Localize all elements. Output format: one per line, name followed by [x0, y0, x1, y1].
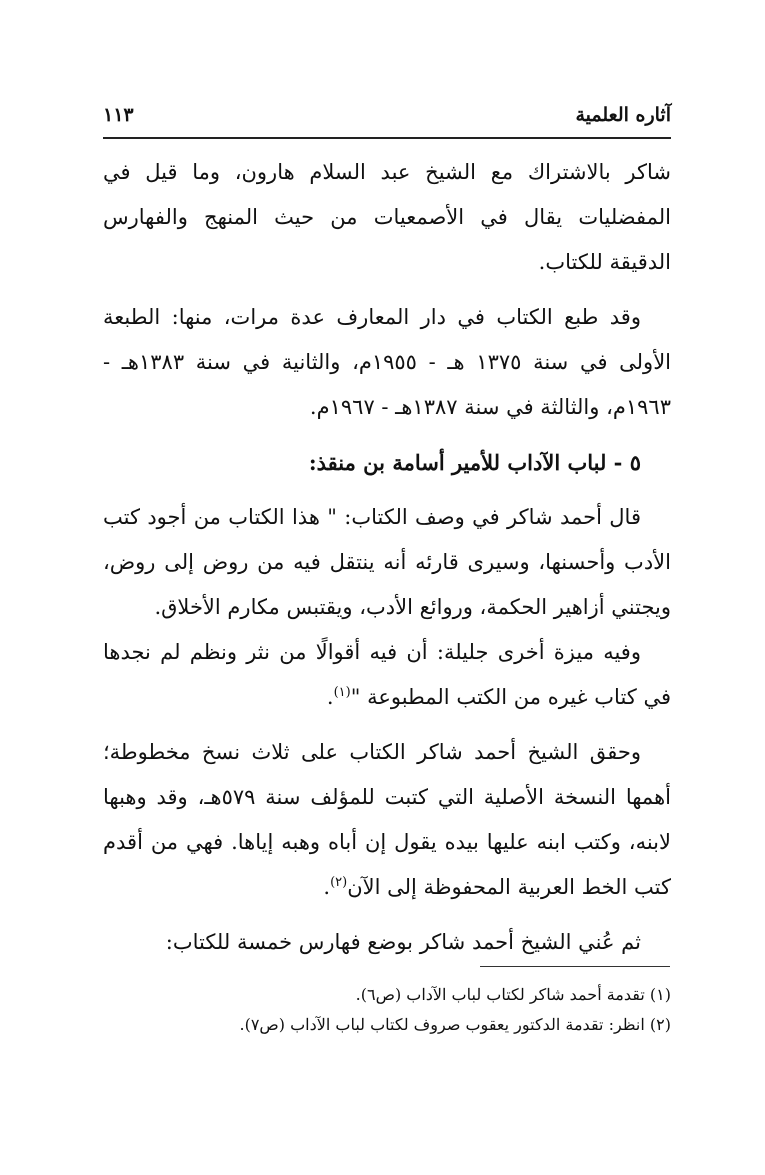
paragraph-5	[103, 730, 671, 910]
chapter-title: آثاره العلمية	[575, 104, 671, 126]
footnote-2: (٢) انظر: تقدمة الدكتور يعقوب صروف لكتاب لباب الآداب (ص٧).	[239, 1015, 671, 1034]
footnote-1: (١) تقدمة أحمد شاكر لكتاب لباب الآداب (ص٦).	[355, 985, 671, 1004]
footnote-ref-1: (١)	[333, 685, 351, 700]
header-rule	[103, 137, 671, 139]
paragraph-5-text: وحقق الشيخ أحمد شاكر الكتاب على ثلاث نسخ مخطوطة؛ أهمها النسخة الأصلية التي كتبت للمؤلف سنة ٥٧٩هـ، وقد وهبها لابنه، وكتب ابنه عليها بيده يقول إن أباه وهبه إياها. فهي من أقدم كتب الخط العربية المحفوظة إلى الآن	[103, 740, 671, 899]
footnote-rule	[480, 966, 670, 967]
footnote-ref-2: (٢)	[330, 875, 348, 890]
body-text	[103, 150, 671, 975]
paragraph-3: قال أحمد شاكر في وصف الكتاب: " هذا الكتاب من أجود كتب الأدب وأحسنها، وسيرى قارئه أنه ينتقل فيه من روض إلى روض، ويجتني أزاهير الحكمة، وروائع الأدب، ويقتبس مكارم الأخلاق.	[103, 505, 671, 619]
paragraph-4-text: وفيه ميزة أخرى جليلة: أن فيه أقوالًا من نثر ونظم لم نجدها في كتاب غيره من الكتب المطبوعة "	[103, 640, 671, 709]
page-number: ١١٣	[103, 104, 134, 126]
paragraph-2: وقد طبع الكتاب في دار المعارف عدة مرات، منها: الطبعة الأولى في سنة ١٣٧٥ هـ - ١٩٥٥م، والثانية في سنة ١٣٨٣هـ - ١٩٦٣م، والثالثة في سنة ١٣٨٧هـ - ١٩٦٧م.	[103, 305, 672, 419]
paragraph-4-end: .	[326, 685, 334, 709]
section-heading: ٥ - لباب الآداب للأمير أسامة بن منقذ:	[308, 450, 641, 475]
paragraph-1: شاكر بالاشتراك مع الشيخ عبد السلام هارون، وما قيل في المفضليات يقال في الأصمعيات من حيث المنهج والفهارس الدقيقة للكتاب.	[103, 160, 671, 274]
paragraph-6: ثم عُني الشيخ أحمد شاكر بوضع فهارس خمسة للكتاب:	[165, 930, 641, 954]
footnotes	[103, 980, 671, 1040]
paragraph-5-end: .	[323, 875, 331, 899]
paragraph-4	[103, 630, 671, 720]
running-header	[103, 100, 671, 134]
